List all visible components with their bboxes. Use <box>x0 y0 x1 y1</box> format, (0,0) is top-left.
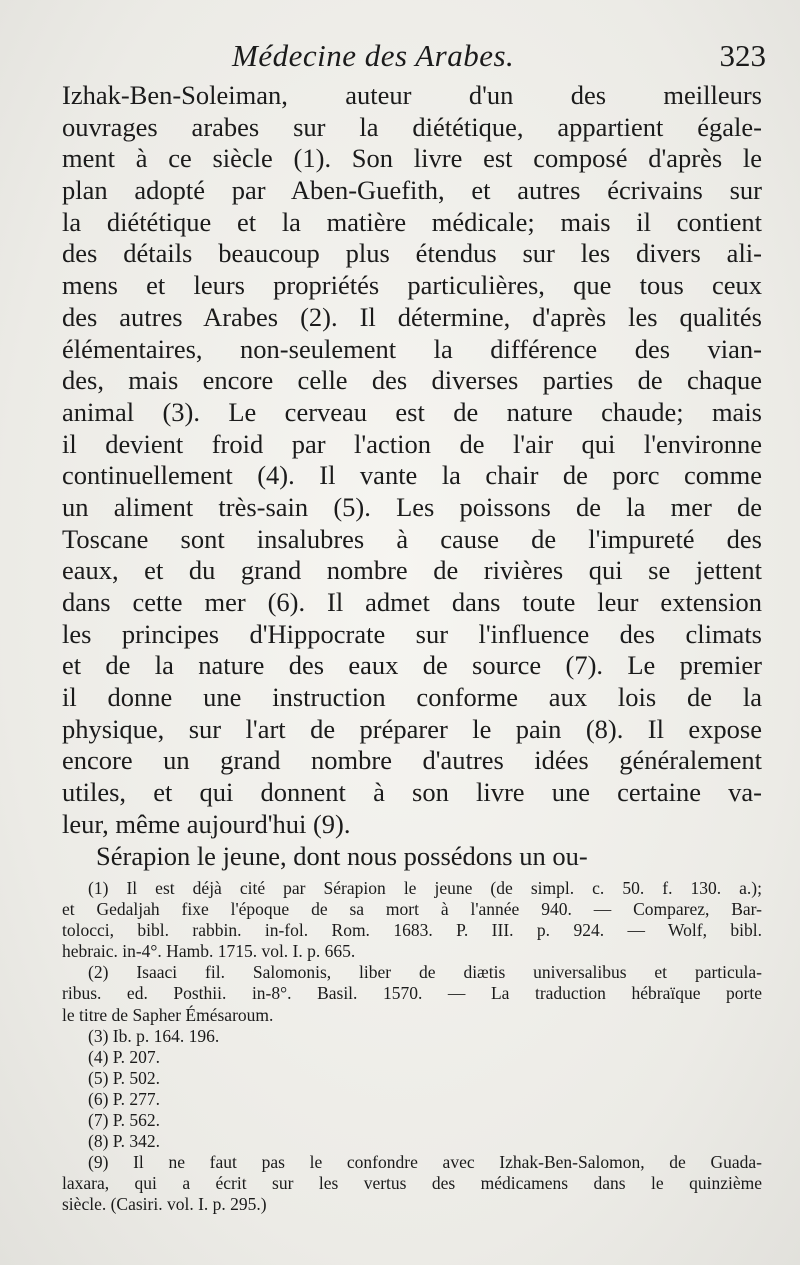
footnote-line: (9) Il ne faut pas le confondre avec Izhak-Ben-Salomon, de Guada- <box>88 1152 762 1173</box>
body-line: les principes d'Hippocrate sur l'influence des climats <box>62 618 762 649</box>
body-line: continuellement (4). Il vante la chair de porc comme <box>62 460 762 491</box>
footnote-line: (2) Isaaci fil. Salomonis, liber de diætis universalibus et particula- <box>88 962 762 983</box>
body-line: utiles, et qui donnent à son livre une certaine va- <box>62 777 762 808</box>
footnote-line: tolocci, bibl. rabbin. in-fol. Rom. 1683. P. III. p. 924. — Wolf, bibl. <box>62 920 762 941</box>
footnote-line: et Gedaljah fixe l'époque de sa mort à l'année 940. — Comparez, Bar- <box>62 899 762 920</box>
body-line: Toscane sont insalubres à cause de l'impureté des <box>62 523 762 554</box>
body-line: mens et leurs propriétés particulières, que tous ceux <box>62 270 762 301</box>
body-line: encore un grand nombre d'autres idées généralement <box>62 745 762 776</box>
body-line: ment à ce siècle (1). Son livre est composé d'après le <box>62 143 762 174</box>
body-line: un aliment très-sain (5). Les poissons de la mer de <box>62 491 762 522</box>
body-line: eaux, et du grand nombre de rivières qui se jettent <box>62 555 762 586</box>
body-line: ouvrages arabes sur la diététique, appartient égale- <box>62 111 762 142</box>
footnote-line: hebraic. in-4°. Hamb. 1715. vol. I. p. 665. <box>62 941 356 962</box>
footnote-line: (3) Ib. p. 164. 196. <box>88 1025 220 1046</box>
footnote-line: ribus. ed. Posthii. in-8°. Basil. 1570. — La traduction hébraïque porte <box>62 983 762 1004</box>
body-line: des détails beaucoup plus étendus sur les divers ali- <box>62 238 762 269</box>
footnote-line: (5) P. 502. <box>88 1067 160 1088</box>
body-line: dans cette mer (6). Il admet dans toute leur extension <box>62 587 762 617</box>
footnote-line: siècle. (Casiri. vol. I. p. 295.) <box>62 1194 267 1215</box>
running-head <box>60 38 766 78</box>
body-line: et de la nature des eaux de source (7). Le premier <box>62 650 762 681</box>
body-line: Sérapion le jeune, dont nous possédons un ou- <box>96 840 588 871</box>
footnote-line: (6) P. 277. <box>88 1088 160 1109</box>
body-line: leur, même aujourd'hui (9). <box>62 808 351 839</box>
footnote-line: laxara, qui a écrit sur les vertus des médicamens dans le quinzième <box>62 1173 762 1194</box>
body-line: physique, sur l'art de préparer le pain (8). Il expose <box>62 713 762 744</box>
body-line: plan adopté par Aben-Guefith, et autres écrivains sur <box>62 175 762 206</box>
body-text <box>62 80 762 872</box>
footnote-line: le titre de Sapher Émésaroum. <box>62 1004 274 1025</box>
running-title: Médecine des Arabes. <box>232 38 515 73</box>
body-line: il donne une instruction conforme aux lois de la <box>62 682 762 713</box>
footnote-line: (1) Il est déjà cité par Sérapion le jeune (de simpl. c. 50. f. 130. a.); <box>88 878 762 898</box>
body-line: il devient froid par l'action de l'air qui l'environne <box>62 428 762 459</box>
page-number: 323 <box>719 38 766 73</box>
body-line: Izhak-Ben-Soleiman, auteur d'un des meilleurs <box>62 80 762 110</box>
footnote-line: (4) P. 207. <box>88 1046 160 1067</box>
body-line: la diététique et la matière médicale; mais il contient <box>62 206 762 237</box>
footnotes <box>62 878 762 1216</box>
body-line: élémentaires, non-seulement la différence des vian- <box>62 333 762 364</box>
body-line: animal (3). Le cerveau est de nature chaude; mais <box>62 396 762 427</box>
body-line: des autres Arabes (2). Il détermine, d'après les qualités <box>62 301 762 332</box>
footnote-line: (7) P. 562. <box>88 1110 160 1131</box>
footnote-line: (8) P. 342. <box>88 1131 160 1152</box>
body-line: des, mais encore celle des diverses parties de chaque <box>62 365 762 396</box>
